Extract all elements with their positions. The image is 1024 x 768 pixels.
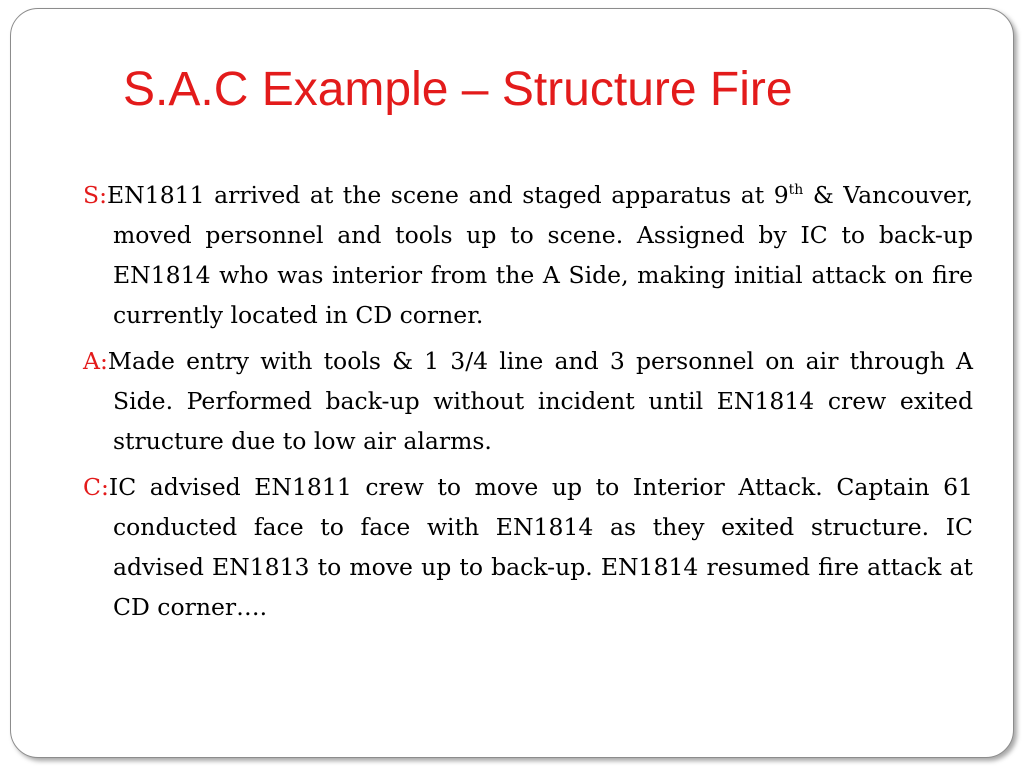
section-action — [83, 341, 973, 461]
section-label-c: C: — [83, 473, 109, 501]
slide-frame — [10, 8, 1014, 758]
section-situation — [83, 175, 973, 335]
section-label-s: S: — [83, 181, 108, 209]
slide-body — [83, 175, 973, 633]
section-text-c: IC advised EN1811 crew to move up to Interior Attack. Captain 61 conducted face to face with EN1814 as they exited structure. IC advised EN1813 to move up to back-up. EN1814 resumed fire attack at CD corner…. — [108, 473, 973, 621]
section-label-a: A: — [83, 347, 108, 375]
section-change — [83, 467, 973, 627]
section-text-s-part2: & Vancouver, moved personnel and tools up to scene. Assigned by IC to back-up EN1814 who was interior from the A Side, making initial attack on fire currently located in CD corner. — [113, 181, 973, 329]
slide-title: S.A.C Example – Structure Fire — [123, 63, 793, 116]
section-text-a: Made entry with tools & 1 3/4 line and 3 personnel on air through A Side. Performed back-up without incident until EN1814 crew exited structure due to low air alarms. — [107, 347, 973, 455]
ordinal-superscript: th — [788, 182, 804, 198]
section-text-s-part1: EN1811 arrived at the scene and staged apparatus at 9 — [107, 181, 789, 209]
